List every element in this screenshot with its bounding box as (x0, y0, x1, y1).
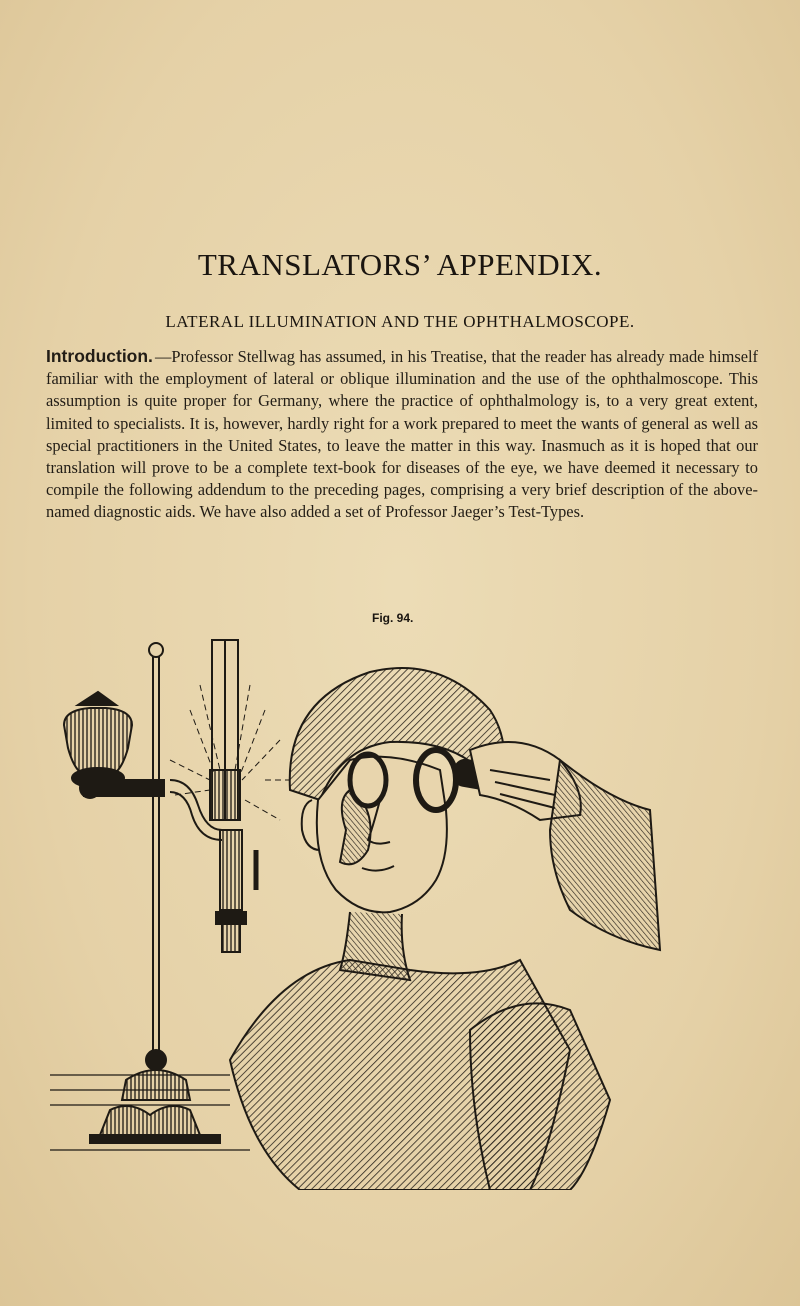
figure-illustration (50, 630, 700, 1190)
page-title: TRANSLATORS’ APPENDIX. (197, 247, 603, 282)
ophthalmoscope-engraving (50, 630, 700, 1190)
figure-label: Fig. 94. (372, 611, 414, 625)
section-subtitle: LATERAL ILLUMINATION AND THE OPHTHALMOSCOPE. (165, 312, 635, 331)
paragraph-text: —Professor Stellwag has assumed, in his Treatise, that the reader has already made himself familiar with the employment of lateral or oblique illumination and the use of the ophthalmoscope. This assumption is quite proper for Germany, where the practice of ophthalmology is, to a very great extent, limited to specialists. It is, however, hardly right for a work prepared to meet the wants of general as well as special practitioners in the United States, to leave the matter in this way. Inasmuch as it is hoped that our translation will prove to be a complete text-book for diseases of the eye, we have deemed it necessary to compile the following addendum to the preceding pages, comprising a very brief description of the above-named diagnostic aids. We have also added a set of Professor Jaeger’s Test-Types. (46, 347, 758, 522)
paragraph-lead: Introduction. (46, 346, 153, 366)
introduction-paragraph (46, 345, 758, 524)
